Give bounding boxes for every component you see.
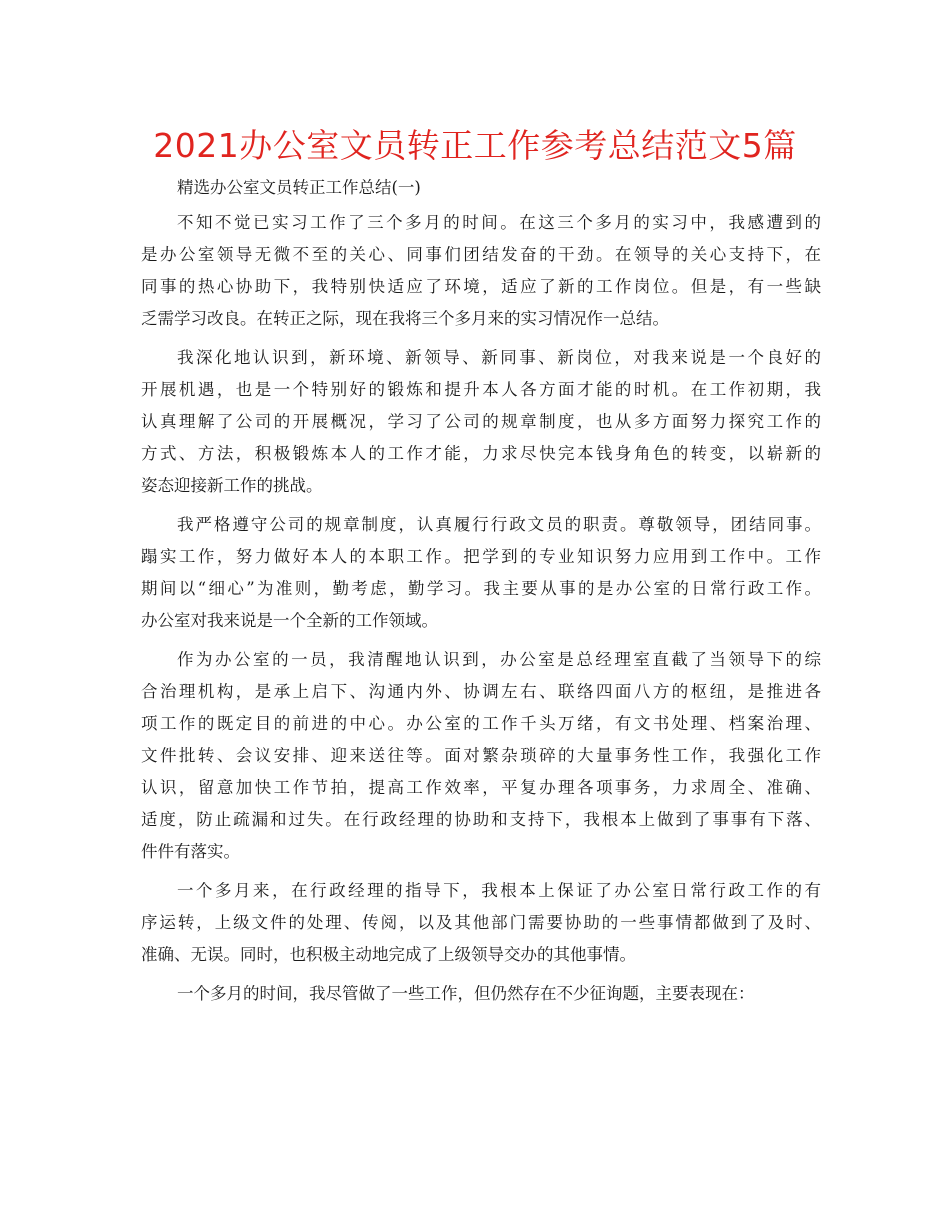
document-body (141, 176, 821, 1017)
paragraph-line: 办公室对我来说是一个全新的工作领域。 (141, 611, 438, 630)
paragraph-line: 同事的热心协助下，我特别快适应了环境，适应了新的工作岗位。但是，有一些缺 (141, 277, 821, 296)
paragraph (141, 207, 821, 335)
paragraph-line: 序运转，上级文件的处理、传阅，以及其他部门需要协助的一些事情都做到了及时、 (141, 913, 821, 932)
paragraph-line: 一个多月的时间，我尽管做了一些工作，但仍然存在不少征询题，主要表现在： (177, 984, 755, 1003)
paragraph (141, 644, 821, 868)
paragraph (141, 875, 821, 971)
paragraph-line: 项工作的既定目的前进的中心。办公室的工作千头万绪，有文书处理、档案治理、 (141, 714, 821, 733)
paragraph (141, 978, 821, 1010)
paragraph-line: 不知不觉已实习工作了三个多月的时间。在这三个多月的实习中，我感遭到的 (177, 213, 821, 232)
paragraph-line: 是办公室领导无微不至的关心、同事们团结发奋的干劲。在领导的关心支持下，在 (141, 245, 821, 264)
paragraph-line: 期间以“细心”为准则，勤考虑，勤学习。我主要从事的是办公室的日常行政工作。 (141, 579, 821, 598)
paragraph-line: 作为办公室的一员，我清醒地认识到，办公室是总经理室直截了当领导下的综 (177, 650, 821, 669)
paragraph-line: 姿态迎接新工作的挑战。 (141, 476, 323, 495)
paragraph-line: 开展机遇，也是一个特别好的锻炼和提升本人各方面才能的时机。在工作初期，我 (141, 380, 821, 399)
paragraph-line: 一个多月来，在行政经理的指导下，我根本上保证了办公室日常行政工作的有 (177, 881, 821, 900)
paragraph-line: 我严格遵守公司的规章制度，认真履行行政文员的职责。尊敬领导，团结同事。 (177, 515, 821, 534)
paragraph-line: 文件批转、会议安排、迎来送往等。面对繁杂琐碎的大量事务性工作，我强化工作 (141, 746, 821, 765)
section-subtitle: 精选办公室文员转正工作总结(一) (177, 178, 421, 197)
paragraph-line: 认真理解了公司的开展概况，学习了公司的规章制度，也从多方面努力探究工作的 (141, 412, 821, 431)
paragraph-line: 乏需学习改良。在转正之际，现在我将三个多月来的实习情况作一总结。 (141, 309, 669, 328)
document-title: 2021办公室文员转正工作参考总结范文5篇 (153, 126, 797, 165)
paragraph (141, 342, 821, 502)
paragraph (141, 509, 821, 637)
paragraph-line: 件件有落实。 (141, 842, 240, 861)
paragraph-list (141, 207, 821, 1010)
paragraph-line: 准确、无误。同时，也积极主动地完成了上级领导交办的其他事情。 (141, 945, 636, 964)
paragraph-line: 蹋实工作，努力做好本人的本职工作。把学到的专业知识努力应用到工作中。工作 (141, 547, 821, 566)
paragraph-line: 适度，防止疏漏和过失。在行政经理的协助和支持下，我根本上做到了事事有下落、 (141, 810, 821, 829)
paragraph-line: 我深化地认识到，新环境、新领导、新同事、新岗位，对我来说是一个良好的 (177, 348, 821, 367)
paragraph-line: 认识，留意加快工作节拍，提高工作效率，平复办理各项事务，力求周全、准确、 (141, 778, 821, 797)
paragraph-line: 方式、方法，积极锻炼本人的工作才能，力求尽快完本钱身角色的转变，以崭新的 (141, 444, 821, 463)
paragraph-line: 合治理机构，是承上启下、沟通内外、协调左右、联络四面八方的枢纽，是推进各 (141, 682, 821, 701)
